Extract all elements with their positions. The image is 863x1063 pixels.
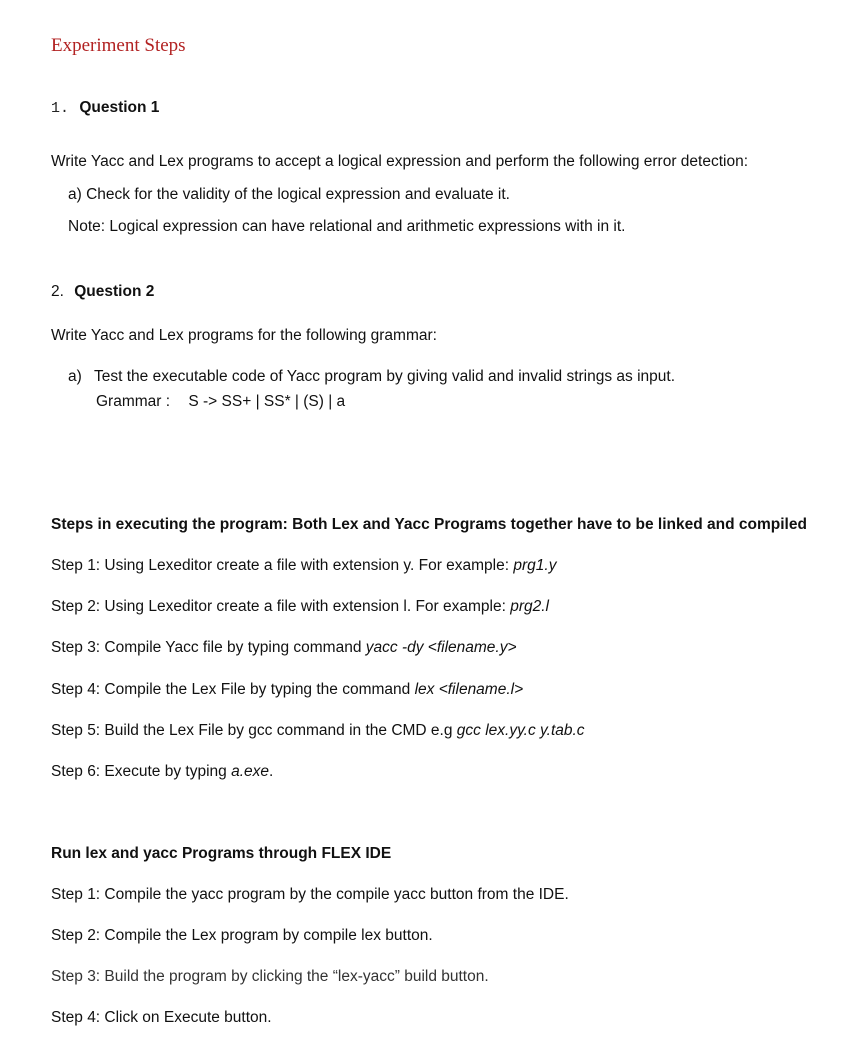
exec-step-3 <box>51 638 517 658</box>
exec-step-2-text: Step 2: Using Lexeditor create a file with extension l. For example: <box>51 598 511 615</box>
exec-step-6-command: a.exe <box>231 763 270 780</box>
exec-step-3-text: Step 3: Compile Yacc file by typing command <box>51 639 366 656</box>
exec-step-5 <box>51 721 585 741</box>
exec-step-5-text: Step 5: Build the Lex File by gcc command in the CMD e.g <box>51 722 457 739</box>
question-2-item-marker: a) <box>68 368 82 385</box>
question-1-number: 1. <box>51 100 70 117</box>
flex-section-heading: Run lex and yacc Programs through FLEX IDE <box>51 845 392 862</box>
question-2-grammar <box>96 392 345 412</box>
question-1-item-a: a) Check for the validity of the logical expression and evaluate it. <box>68 186 510 203</box>
exec-step-3-command: yacc -dy <filename.y> <box>365 639 517 656</box>
exec-step-1 <box>51 556 556 576</box>
page-title: Experiment Steps <box>51 35 186 56</box>
question-1-description: Write Yacc and Lex programs to accept a logical expression and perform the following error detection: <box>51 153 749 170</box>
exec-step-6-text: Step 6: Execute by typing <box>51 763 232 780</box>
exec-step-4 <box>51 680 523 700</box>
exec-step-1-example: prg1.y <box>513 557 557 574</box>
question-1-note: Note: Logical expression can have relational and arithmetic expressions with in it. <box>68 218 626 235</box>
exec-step-6-end: . <box>269 763 274 780</box>
question-2-item-a-text: Test the executable code of Yacc program by giving valid and invalid strings as input. <box>94 368 676 385</box>
exec-step-2-example: prg2.l <box>510 598 549 615</box>
question-2-title: Question 2 <box>74 283 155 300</box>
flex-step-3: Step 3: Build the program by clicking the “lex-yacc” build button. <box>51 968 489 985</box>
grammar-label: Grammar : <box>96 393 171 410</box>
exec-step-1-text: Step 1: Using Lexeditor create a file with extension y. For example: <box>51 557 514 574</box>
steps-section-heading: Steps in executing the program: Both Lex and Yacc Programs together have to be linked and compiled <box>51 516 807 533</box>
exec-step-5-command: gcc lex.yy.c y.tab.c <box>456 722 585 739</box>
question-2-number: 2. <box>51 283 64 300</box>
exec-step-2 <box>51 597 549 617</box>
grammar-rule: S -> SS+ | SS* | (S) | a <box>188 393 346 410</box>
question-2-item-a <box>68 367 675 387</box>
flex-step-4: Step 4: Click on Execute button. <box>51 1009 272 1026</box>
question-2-heading <box>51 282 154 302</box>
exec-step-4-command: lex <filename.l> <box>414 681 524 698</box>
flex-step-2: Step 2: Compile the Lex program by compile lex button. <box>51 927 433 944</box>
flex-step-1: Step 1: Compile the yacc program by the compile yacc button from the IDE. <box>51 886 569 903</box>
question-2-description: Write Yacc and Lex programs for the following grammar: <box>51 327 437 344</box>
exec-step-4-text: Step 4: Compile the Lex File by typing the command <box>51 681 415 698</box>
question-1-heading <box>51 98 159 119</box>
question-1-title: Question 1 <box>79 99 160 116</box>
exec-step-6 <box>51 762 273 782</box>
